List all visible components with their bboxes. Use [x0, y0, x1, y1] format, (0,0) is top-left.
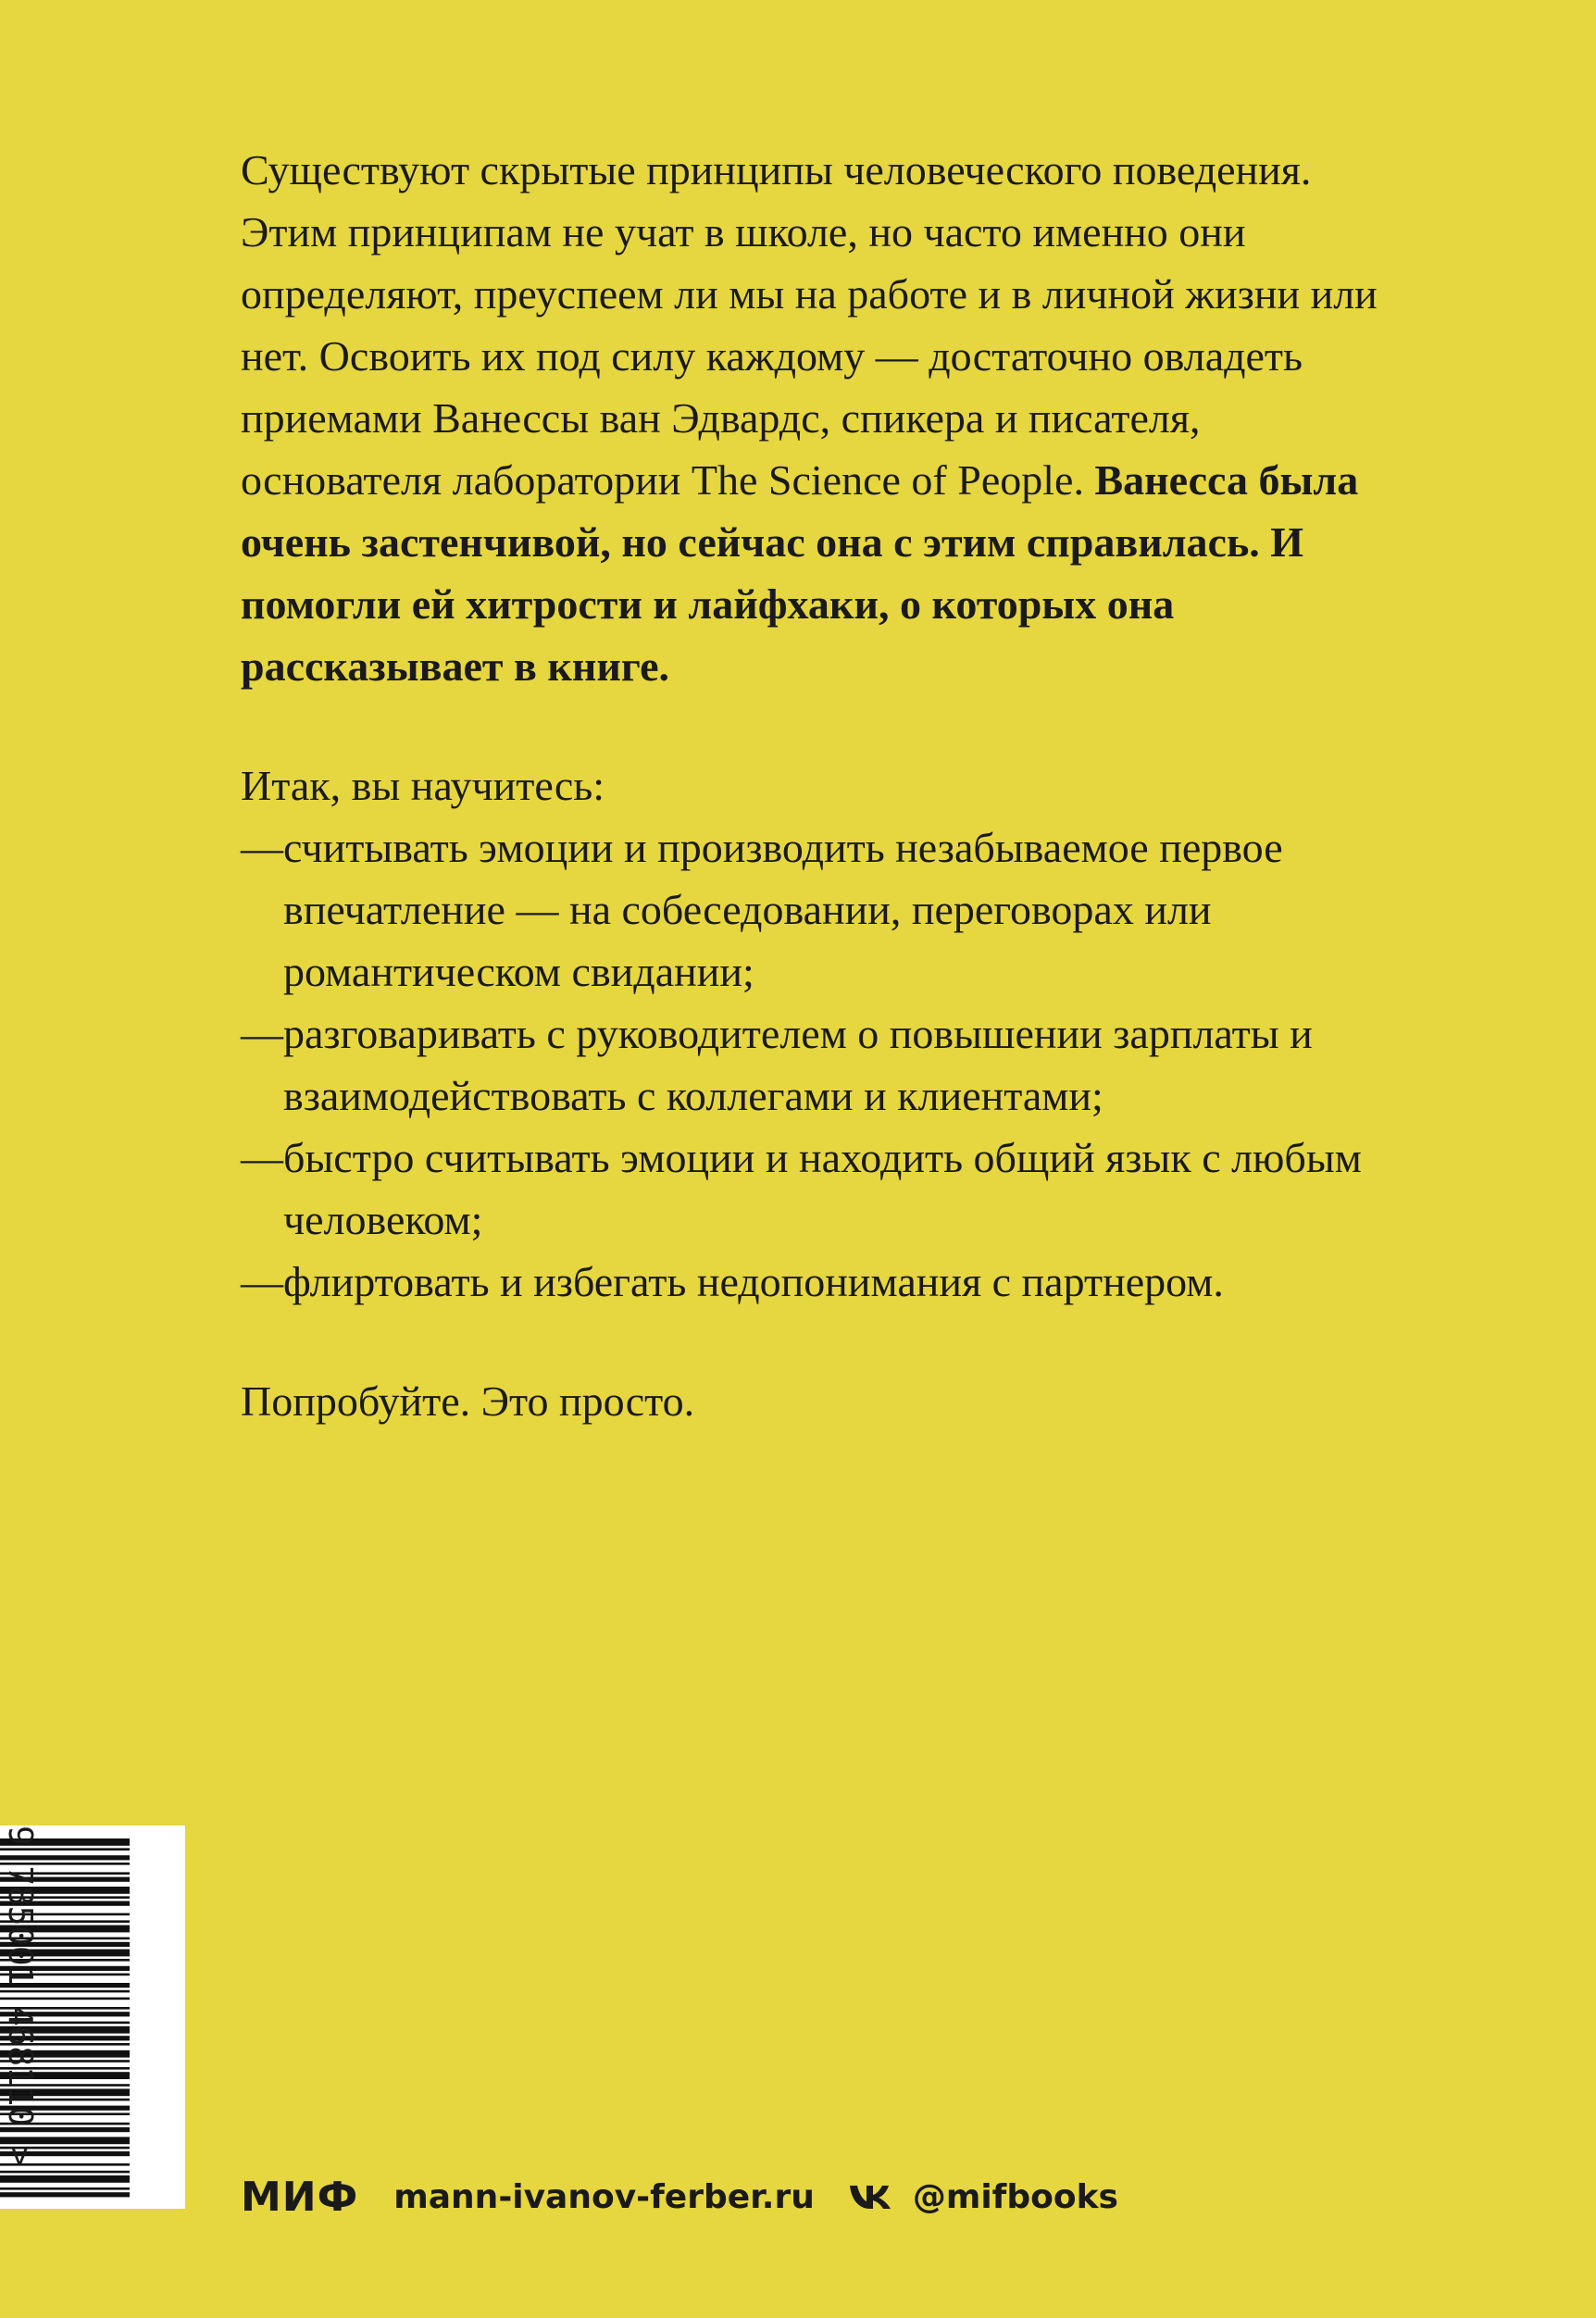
list-item — [241, 1251, 1379, 1313]
barcode-number: 9 785001 468110 > — [1, 1826, 39, 2167]
intro-bold-text: Ванесса была очень застенчивой, но сейчас она с этим справилась. И помогли ей хитрости и лайфхаки, о которых она рассказывает в книге. — [241, 456, 1359, 690]
website-link[interactable]: mann-ivanov-ferber.ru — [393, 2177, 815, 2216]
back-cover-text — [241, 139, 1379, 1432]
list-dash: — — [241, 1010, 283, 1057]
learn-heading: Итак, вы научитесь: — [241, 762, 605, 809]
list-item-text: считывать эмоции и производить незабываемое первое впечатление — на собеседовании, переговорах или романтическом свидании; — [283, 824, 1283, 995]
list-item — [241, 1003, 1379, 1127]
social-handle[interactable]: @mifbooks — [912, 2177, 1118, 2216]
learn-list — [241, 816, 1379, 1313]
list-item-text: разговаривать с руководителем о повышении зарплаты и взаимодействовать с коллегами и клиентами; — [283, 1010, 1313, 1119]
intro-paragraph — [241, 139, 1379, 697]
barcode-digits — [0, 1826, 41, 2190]
intro-text: Существуют скрытые принципы человеческого поведения. Этим принципам не учат в школе, но часто именно они определяют, преуспеем ли мы на работе и в личной жизни или нет. Освоить их под силу каждому — достаточно овладеть приемами Ванессы ван Эдвардс, спикера и писателя, основателя лаборатории The Science of People. — [241, 146, 1378, 504]
isbn-barcode — [0, 1826, 185, 2209]
list-dash: — — [241, 1134, 283, 1181]
publisher-footer — [241, 2174, 1118, 2220]
list-item-text: флиртовать и избегать недопонимания с партнером. — [283, 1258, 1224, 1305]
list-item — [241, 1127, 1379, 1251]
logo-text: МИФ — [241, 2173, 359, 2221]
list-dash: — — [241, 1258, 283, 1305]
list-item — [241, 816, 1379, 1003]
publisher-logo — [241, 2174, 358, 2221]
list-dash: — — [241, 824, 283, 871]
closing-line: Попробуйте. Это просто. — [241, 1377, 695, 1425]
vk-icon[interactable] — [848, 2183, 892, 2211]
list-item-text: быстро считывать эмоции и находить общий язык с любым человеком; — [283, 1134, 1362, 1243]
